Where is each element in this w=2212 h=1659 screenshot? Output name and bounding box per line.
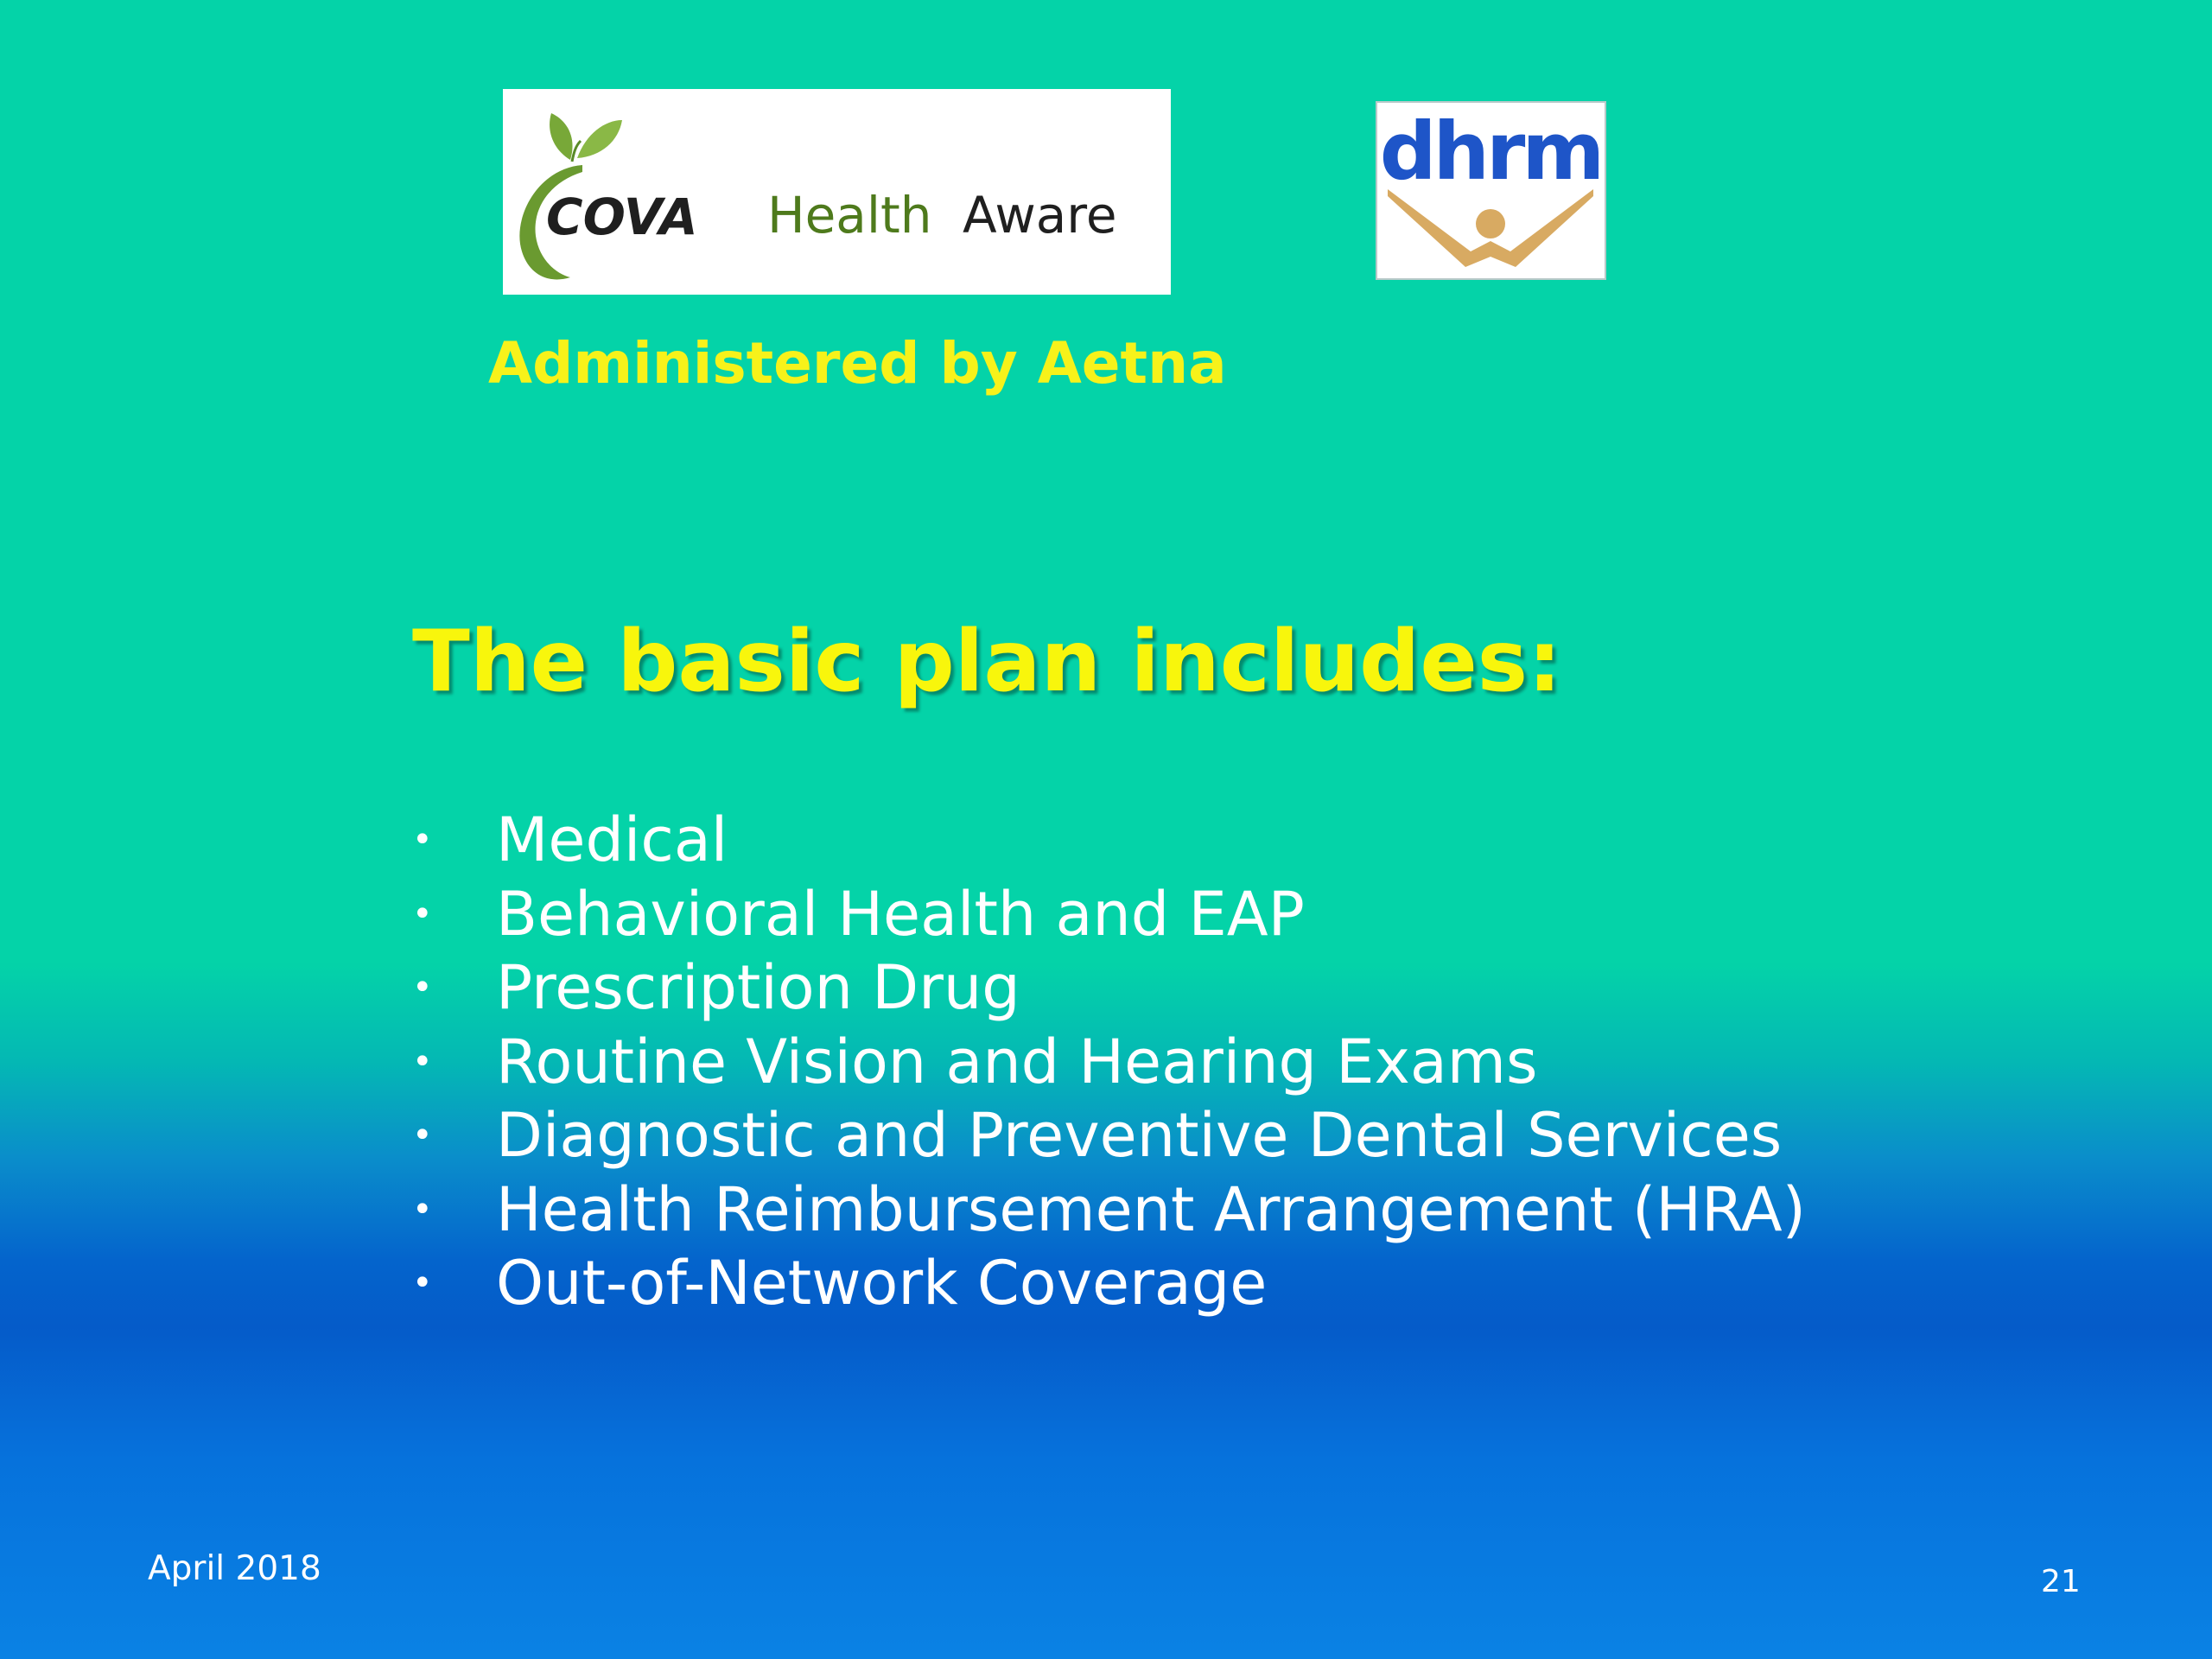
apple-leaf-icon [550,113,572,160]
plan-item-label: Routine Vision and Hearing Exams [496,1026,1538,1097]
dhrm-wordmark: dhrm [1379,105,1602,198]
plan-item-label: Out-of-Network Coverage [496,1248,1268,1319]
plan-item-label: Behavioral Health and EAP [496,878,1305,950]
cova-healthaware-logo [503,89,1171,295]
slide-page-number: 21 [2041,1564,2081,1599]
cova-wordmark: COVA [546,188,698,246]
bullet-icon: • [412,820,433,860]
footer-date: April 2018 [148,1549,321,1588]
plan-item-label: Medical [496,804,728,875]
plan-item-label: Diagnostic and Preventive Dental Services [496,1100,1783,1171]
aware-wordmark: Aware [963,186,1117,245]
administered-by-text: Administered by Aetna [488,330,1227,397]
bullet-icon: • [412,1189,433,1230]
plan-item-label: Prescription Drug [496,952,1020,1023]
bullet-icon: • [412,1116,433,1155]
bullet-icon: • [412,893,433,934]
person-arms-up-icon [1388,189,1593,267]
bullet-icon: • [412,968,433,1007]
bullet-icon: • [412,1263,433,1303]
plan-item-label: Health Reimbursement Arrangement (HRA) [496,1173,1806,1245]
bullet-icon: • [412,1041,433,1082]
health-wordmark: Health [767,186,932,245]
slide-heading: The basic plan includes: [412,613,1562,711]
dhrm-logo [1376,101,1606,280]
